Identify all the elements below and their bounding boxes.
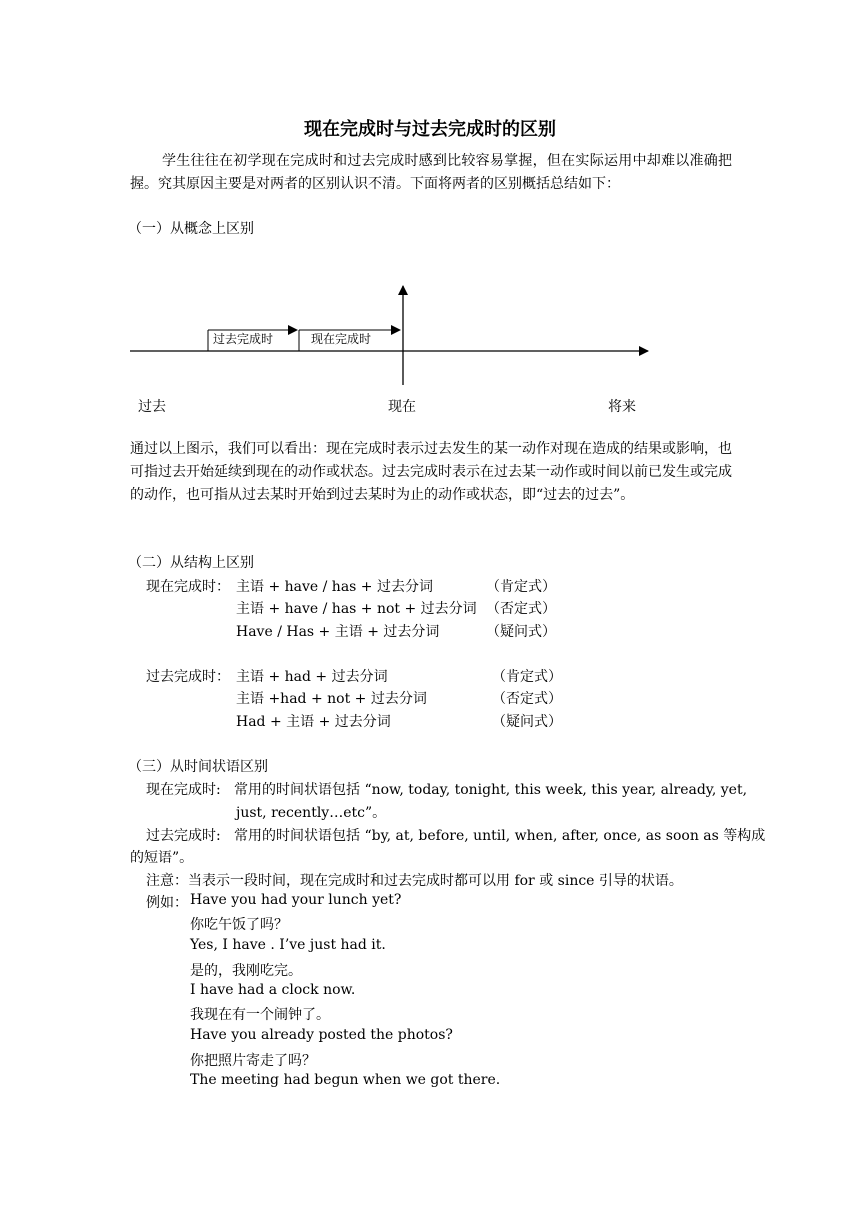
structure-type: （疑问式）	[492, 714, 562, 730]
structure-form: 主语 + have / has + not + 过去分词	[236, 601, 477, 617]
past-perfect-label: 过去完成时	[213, 332, 274, 346]
concept-explanation: 通过以上图示，我们可以看出：现在完成时表示过去发生的某一动作对现在造成的结果或影响，也可指过去开始延续到现在的动作或状态。过去完成时表示在过去某一动作或时间以前已发生或完成的动作，也可指从过去某时开始到过去某时为止的动作或状态，即“过去的过去”。	[130, 441, 732, 503]
present-perfect-adverbial-label: 现在完成时:	[146, 782, 221, 798]
note: 注意：当表示一段时间，现在完成时和过去完成时都可以用 for 或 since 引导的状语。	[146, 873, 683, 889]
structure-type: （疑问式）	[486, 624, 556, 640]
example-line: Have you had your lunch yet?	[190, 892, 402, 908]
past-perfect-adverbials: 常用的时间状语包括 “by, at, before, until, when, after, once, as soon as 等构成	[234, 828, 766, 844]
present-perfect-label: 现在完成时	[311, 332, 372, 346]
example-label: 例如：	[146, 895, 188, 911]
example-line: Have you already posted the photos?	[190, 1027, 453, 1043]
past-perfect-adverbials-cont: 的短语”。	[130, 850, 194, 866]
structure-form: 主语 + have / has + 过去分词	[236, 579, 433, 595]
structure-type: （否定式）	[486, 601, 556, 617]
timeline-past: 过去	[138, 399, 166, 415]
structure-form: 主语 +had + not + 过去分词	[236, 691, 427, 707]
structure-form: Have / Has + 主语 + 过去分词	[236, 624, 440, 640]
structure-type: （肯定式）	[486, 579, 556, 595]
example-line: 你把照片寄走了吗？	[190, 1053, 316, 1069]
section-1-heading: （一）从概念上区别	[128, 221, 254, 237]
section-2-heading: （二）从结构上区别	[128, 555, 254, 571]
example-line: The meeting had begun when we got there.	[190, 1072, 501, 1088]
present-perfect-adverbials-cont: just, recently…etc”。	[236, 805, 387, 821]
example-line: I have had a clock now.	[190, 982, 356, 998]
structure-type: （肯定式）	[492, 669, 562, 685]
present-perfect-structure-label: 现在完成时：	[146, 579, 230, 595]
example-line: 是的，我刚吃完。	[190, 963, 302, 979]
timeline-diagram	[0, 270, 860, 400]
example-line: 我现在有一个闹钟了。	[190, 1007, 330, 1023]
structure-form: Had + 主语 + 过去分词	[236, 714, 391, 730]
past-perfect-adverbial-label: 过去完成时:	[146, 828, 221, 844]
intro-paragraph: 学生往往在初学现在完成时和过去完成时感到比较容易掌握，但在实际运用中却难以准确把握。究其原因主要是对两者的区别认识不清。下面将两者的区别概括总结如下：	[130, 153, 732, 192]
timeline-future: 将来	[608, 399, 636, 415]
page-title: 现在完成时与过去完成时的区别	[304, 119, 556, 140]
timeline-now: 现在	[388, 399, 416, 415]
structure-type: （否定式）	[492, 691, 562, 707]
past-perfect-structure-label: 过去完成时：	[146, 669, 230, 685]
structure-form: 主语 + had + 过去分词	[236, 669, 388, 685]
present-perfect-adverbials: 常用的时间状语包括 “now, today, tonight, this week, this year, already, yet,	[234, 782, 748, 798]
example-line: 你吃午饭了吗？	[190, 917, 288, 933]
example-line: Yes, I have . I’ve just had it.	[190, 937, 386, 953]
section-3-heading: （三）从时间状语区别	[128, 759, 268, 775]
